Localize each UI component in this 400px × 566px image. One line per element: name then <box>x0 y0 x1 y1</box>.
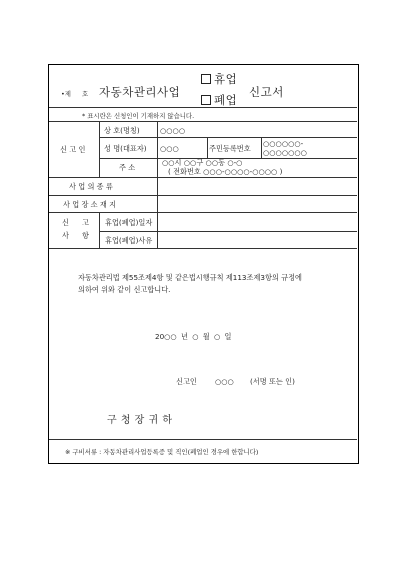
business-type-label: 사 업 의 종 류 <box>69 182 113 191</box>
divider <box>49 439 357 440</box>
divider <box>99 212 100 248</box>
date-label: 휴업(폐업)일자 <box>105 218 153 227</box>
divider <box>49 121 357 122</box>
rrn-value-line2[interactable]: ○○○○○○○ <box>263 148 307 157</box>
rrn-value-line1[interactable]: ○○○○○○- <box>263 139 304 148</box>
option-suspension-label: 휴업 <box>214 72 238 86</box>
divider <box>207 137 208 158</box>
statement-line2: 의하여 위와 같이 신고합니다. <box>78 285 171 294</box>
option-suspension[interactable] <box>201 71 237 87</box>
divider <box>157 212 158 248</box>
form-number-suffix: 호 <box>82 90 89 98</box>
signature-name[interactable]: ○○○ <box>215 377 234 386</box>
date-line: 20○○ 년 ○ 월 ○ 일 <box>155 332 232 341</box>
divider <box>49 107 357 108</box>
divider <box>49 177 357 178</box>
suspension-checkbox[interactable] <box>201 74 211 84</box>
attachments-note: ※ 구비서류 : 자동차관리사업등록증 및 직인(폐업인 경우에 한합니다) <box>65 448 259 456</box>
address-value[interactable]: ○○시 ○○구 ○○동 ○-○ <box>162 158 243 167</box>
report-section-char1: 신 <box>62 218 69 227</box>
name-label: 성 명(대표자) <box>104 144 147 153</box>
divider <box>49 195 357 196</box>
signature-hint: (서명 또는 인) <box>250 377 295 386</box>
addressee: 구 청 장 귀 하 <box>107 415 173 426</box>
divider <box>99 137 357 138</box>
option-closure[interactable] <box>201 92 237 108</box>
name-value[interactable]: ○○○ <box>160 144 179 153</box>
divider <box>99 121 100 177</box>
rrn-label: 주민등록번호 <box>209 144 251 153</box>
divider <box>99 231 357 232</box>
statement-line1: 자동차관리법 제55조제4항 및 같은법시행규칙 제113조제3항의 규정에 <box>78 273 302 282</box>
form-title: 자동차관리사업 <box>99 85 181 99</box>
report-section-char3: 사 <box>62 231 69 240</box>
divider <box>157 121 158 177</box>
divider <box>157 177 158 212</box>
report-form <box>48 64 359 464</box>
report-section-char4: 항 <box>82 231 89 240</box>
address-label: 주 소 <box>119 163 136 172</box>
phone-value[interactable]: ( 전화번호 ○○○-○○○○-○○○○ ) <box>168 167 283 176</box>
closure-checkbox[interactable] <box>201 95 211 105</box>
form-title-suffix: 신고서 <box>249 85 284 99</box>
trade-name-label: 상 호(명칭) <box>104 126 140 135</box>
trade-name-value[interactable]: ○○○○ <box>160 126 186 135</box>
option-closure-label: 폐업 <box>214 93 238 107</box>
divider <box>261 137 262 158</box>
applicant-section-label: 신 고 인 <box>60 145 86 154</box>
signature-label: 신고인 <box>176 377 197 386</box>
divider <box>49 248 357 249</box>
divider <box>49 212 357 213</box>
note-text: * 표시란은 신청인이 기재하지 않습니다. <box>82 112 195 120</box>
business-location-label: 사 업 장 소 재 지 <box>63 200 117 209</box>
reason-label: 휴업(폐업)사유 <box>105 236 153 245</box>
report-section-char2: 고 <box>82 218 89 227</box>
form-number-mark: •제 <box>61 90 71 98</box>
